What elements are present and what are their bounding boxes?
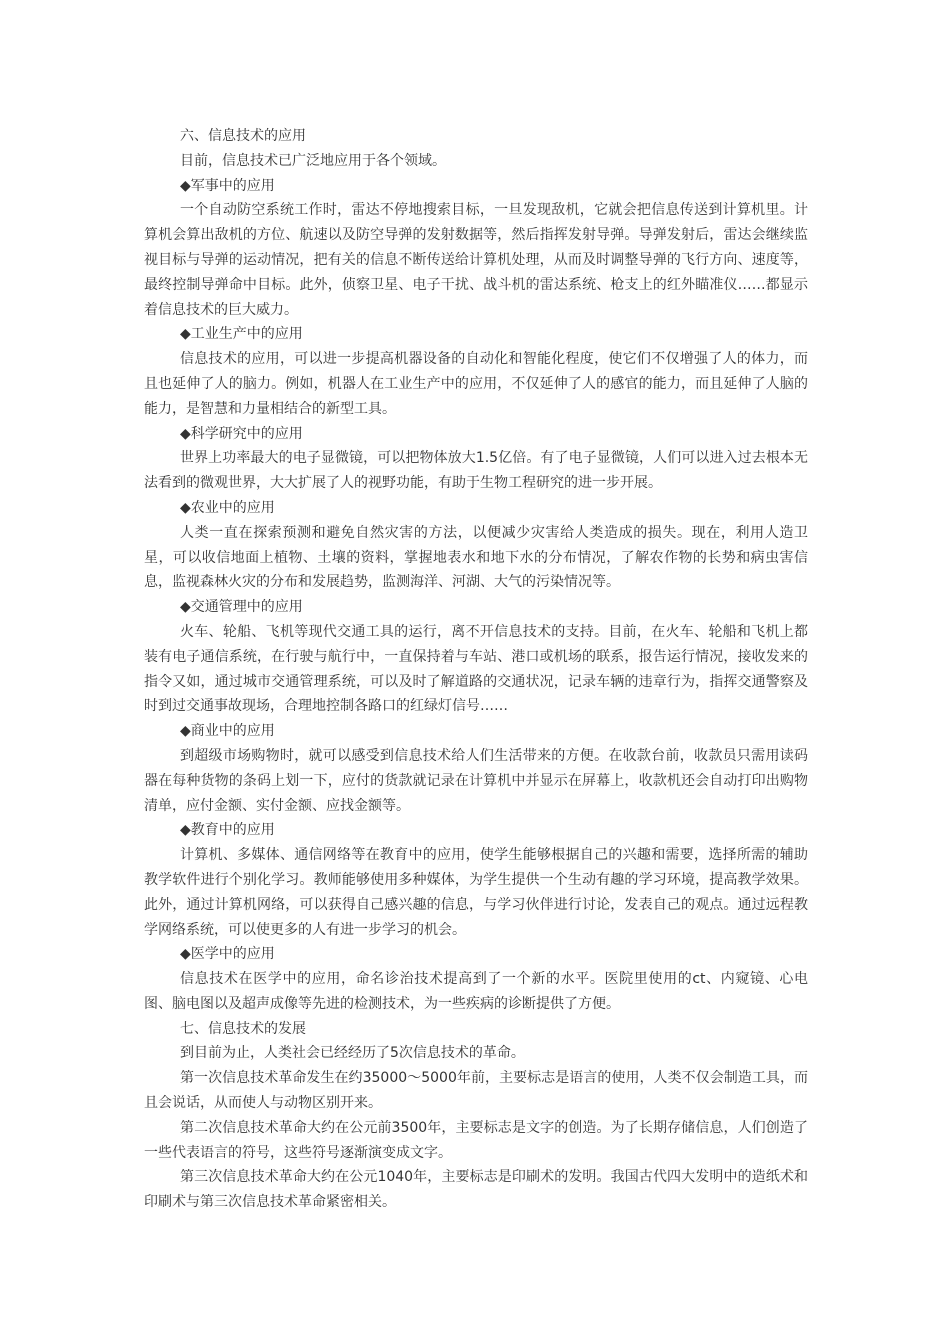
paragraph-traffic: 火车、轮船、飞机等现代交通工具的运行，离不开信息技术的支持。目前，在火车、轮船和飞机上都装有电子通信系统，在行驶与航行中，一直保持着与车站、港口或机场的联系，报告运行情况，接收发来的指令又如，通过城市交通管理系统，可以及时了解道路的交通状况，记录车辆的违章行为，指挥交通警察及时到过交通事故现场，合理地控制各路口的红绿灯信号…… xyxy=(144,623,808,715)
paragraph-industry: 信息技术的应用，可以进一步提高机器设备的自动化和智能化程度，使它们不仅增强了人的体力，而且也延伸了人的脑力。例如，机器人在工业生产中的应用，不仅延伸了人的感官的能力，而且延伸了人脑的能力，是智慧和力量相结合的新型工具。 xyxy=(144,351,808,417)
section-heading-development: 七、信息技术的发展 xyxy=(180,1020,306,1037)
paragraph-agriculture: 人类一直在探索预测和避免自然灾害的方法，以便减少灾害给人类造成的损失。现在，利用人造卫星，可以收信地面上植物、土壤的资料，掌握地表水和地下水的分布情况，了解农作物的长势和病虫害信息，监视森林火灾的分布和发展趋势，监测海洋、河湖、大气的污染情况等。 xyxy=(144,524,808,591)
bullet-traffic: ◆交通管理中的应用 xyxy=(180,599,303,616)
paragraph-second-revolution: 第二次信息技术革命大约在公元前3500年，主要标志是文字的创造。为了长期存储信息，人们创造了一些代表语言的符号，这些符号逐渐演变成文字。 xyxy=(144,1119,808,1161)
paragraph-commerce: 到超级市场购物时，就可以感受到信息技术给人们生活带来的方便。在收款台前，收款员只需用读码器在每种货物的条码上划一下，应付的货款就记录在计算机中并显示在屏幕上，收款机还会自动打印出购物清单，应付金额、实付金额、应找金额等。 xyxy=(144,747,808,814)
bullet-agriculture: ◆农业中的应用 xyxy=(180,499,275,516)
paragraph-research: 世界上功率最大的电子显微镜，可以把物体放大1.5亿倍。有了电子显微镜，人们可以进入过去根本无法看到的微观世界，大大扩展了人的视野功能，有助于生物工程研究的进一步开展。 xyxy=(144,450,808,492)
paragraph-development-intro: 到目前为止，人类社会已经经历了5次信息技术的革命。 xyxy=(180,1045,525,1062)
bullet-medicine: ◆医学中的应用 xyxy=(180,946,275,963)
bullet-commerce: ◆商业中的应用 xyxy=(180,723,275,740)
bullet-research: ◆科学研究中的应用 xyxy=(180,425,303,442)
paragraph-first-revolution: 第一次信息技术革命发生在约35000～5000年前，主要标志是语言的使用，人类不仅会制造工具，而且会说话，从而使人与动物区别开来。 xyxy=(144,1070,808,1112)
bullet-military: ◆军事中的应用 xyxy=(180,177,275,194)
bullet-industry: ◆工业生产中的应用 xyxy=(180,326,303,343)
paragraph-third-revolution: 第三次信息技术革命大约在公元1040年，主要标志是印刷术的发明。我国古代四大发明中的造纸术和印刷术与第三次信息技术革命紧密相关。 xyxy=(144,1169,808,1211)
section-heading-applications: 六、信息技术的应用 xyxy=(180,128,306,144)
document-body xyxy=(144,124,808,1215)
intro-paragraph: 目前，信息技术已广泛地应用于各个领域。 xyxy=(180,152,446,169)
paragraph-military: 一个自动防空系统工作时，雷达不停地搜索目标，一旦发现敌机，它就会把信息传送到计算机里。计算机会算出敌机的方位、航速以及防空导弹的发射数据等，然后指挥发射导弹。导弹发射后，雷达会继续监视目标与导弹的运动情况，把有关的信息不断传送给计算机处理，从而及时调整导弹的飞行方向、速度等，最终控制导弹命中目标。此外，侦察卫星、电子干扰、战斗机的雷达系统、枪支上的红外瞄准仪……都显示着信息技术的巨大威力。 xyxy=(144,202,808,318)
paragraph-education: 计算机、多媒体、通信网络等在教育中的应用，使学生能够根据自己的兴趣和需要，选择所需的辅助教学软件进行个别化学习。教师能够使用多种媒体，为学生提供一个生动有趣的学习环境，提高教学效果。此外，通过计算机网络，可以获得自己感兴趣的信息，与学习伙伴进行讨论，发表自己的观点。通过远程教学网络系统，可以使更多的人有进一步学习的机会。 xyxy=(144,847,808,938)
paragraph-medicine: 信息技术在医学中的应用，命名诊治技术提高到了一个新的水平。医院里使用的ct、内窥镜、心电图、脑电图以及超声成像等先进的检测技术，为一些疾病的诊断提供了方便。 xyxy=(144,971,808,1012)
bullet-education: ◆教育中的应用 xyxy=(180,822,275,839)
